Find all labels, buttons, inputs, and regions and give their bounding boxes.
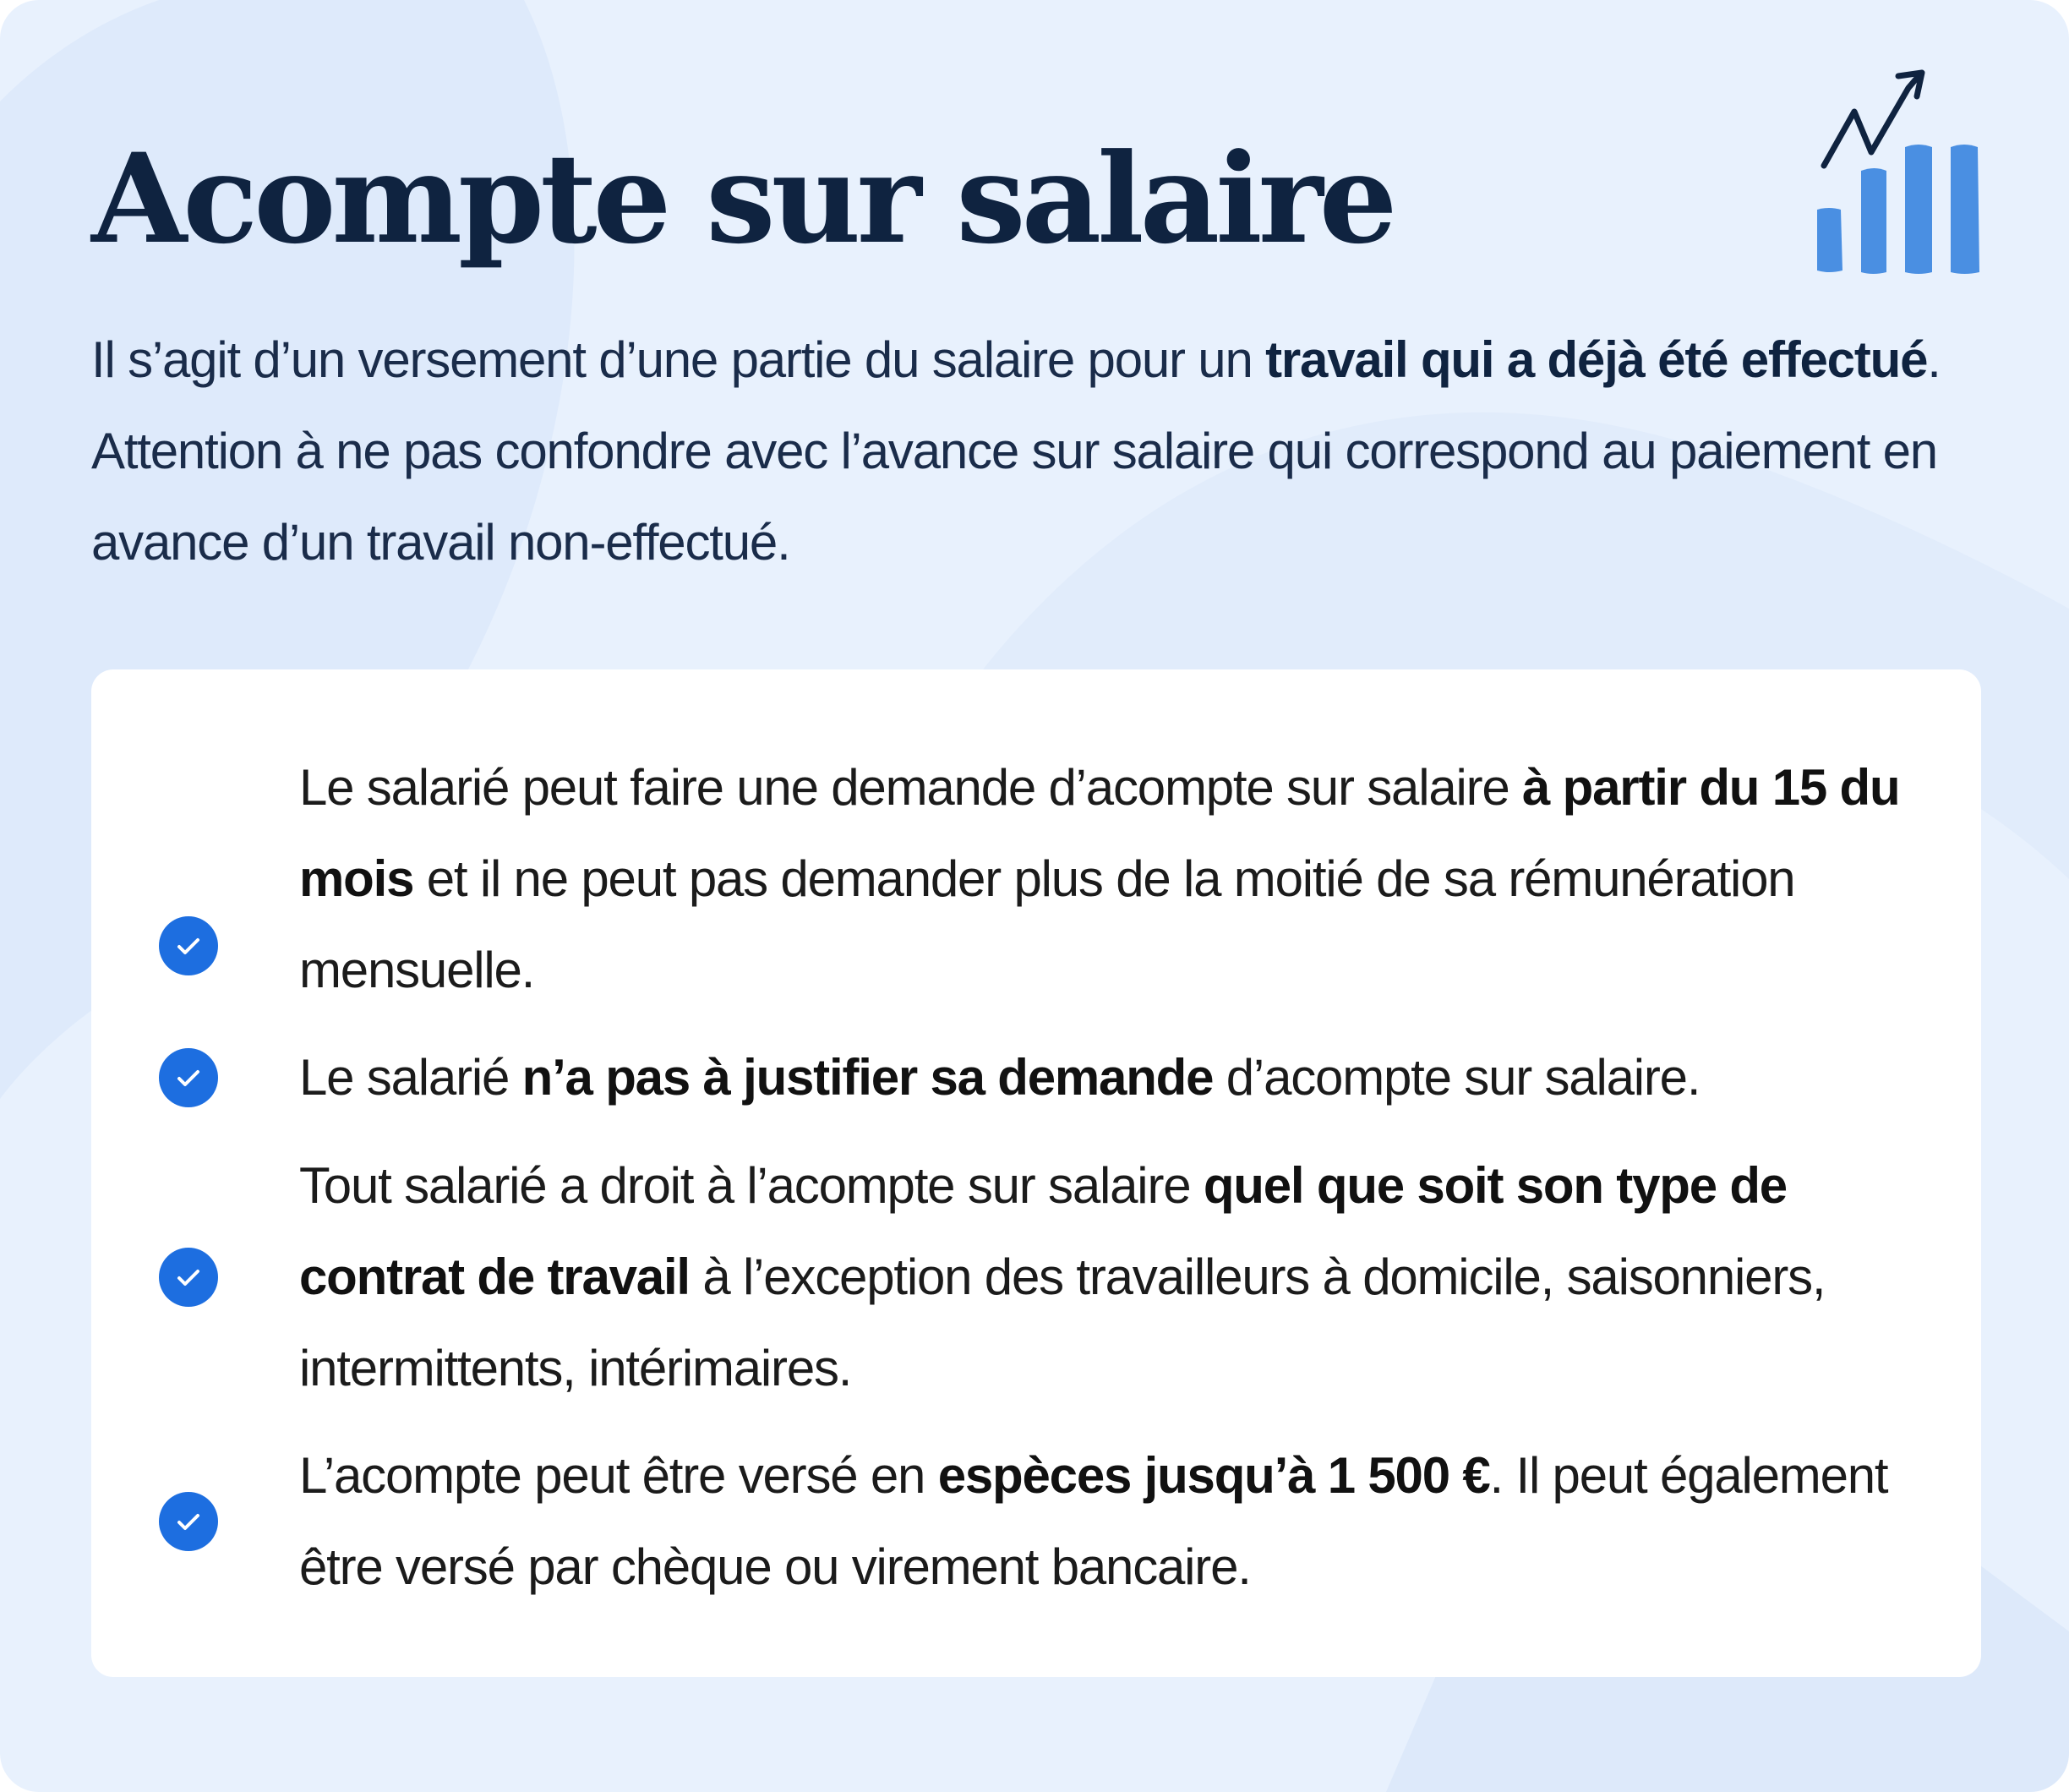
item-highlight: quel que soit son type de contrat de travail <box>299 1157 1787 1305</box>
list-item-text <box>299 742 1956 1016</box>
intro-text: Il s’agit d’un versement d’une partie du salaire pour un <box>91 331 1266 388</box>
item-text: Le salarié <box>299 1049 522 1106</box>
check-circle-icon <box>159 916 218 975</box>
list-item-text <box>299 1032 1956 1123</box>
item-text: L’acompte peut être versé en <box>299 1447 938 1504</box>
item-text: et il ne peut pas demander plus de la moitié de sa rémunération mensuelle. <box>299 850 1795 998</box>
item-text: d’acompte sur salaire. <box>1213 1049 1701 1106</box>
intro-highlight: travail qui a déjà été effectué <box>1265 331 1928 388</box>
chart-growth-icon <box>1800 66 1986 277</box>
list-item-text <box>299 1140 1956 1414</box>
page-title: Acompte sur salaire <box>91 127 1394 271</box>
list-item-text <box>299 1430 1956 1613</box>
item-highlight: n’a pas à justifier sa demande <box>521 1049 1214 1106</box>
intro-paragraph <box>91 314 1984 588</box>
check-circle-icon <box>159 1492 218 1551</box>
item-highlight: à partir du 15 du mois <box>299 759 1900 907</box>
item-text: Le salarié peut faire une demande d’acompte sur salaire <box>299 759 1523 816</box>
intro-text: . Attention à ne pas confondre avec l’avance sur salaire qui correspond au paiement en avance d’un travail non-effectué. <box>91 331 1941 571</box>
check-circle-icon <box>159 1048 218 1107</box>
item-text: à l’exception des travailleurs à domicile, saisonniers, intermittents, intérimaires. <box>299 1248 1826 1396</box>
check-circle-icon <box>159 1248 218 1307</box>
item-text: Tout salarié a droit à l’acompte sur salaire <box>299 1157 1204 1214</box>
item-highlight: espèces jusqu’à 1 500 € <box>937 1447 1490 1504</box>
key-points-panel <box>91 669 1981 1677</box>
item-text: . Il peut également être versé par chèque ou virement bancaire. <box>299 1447 1888 1595</box>
